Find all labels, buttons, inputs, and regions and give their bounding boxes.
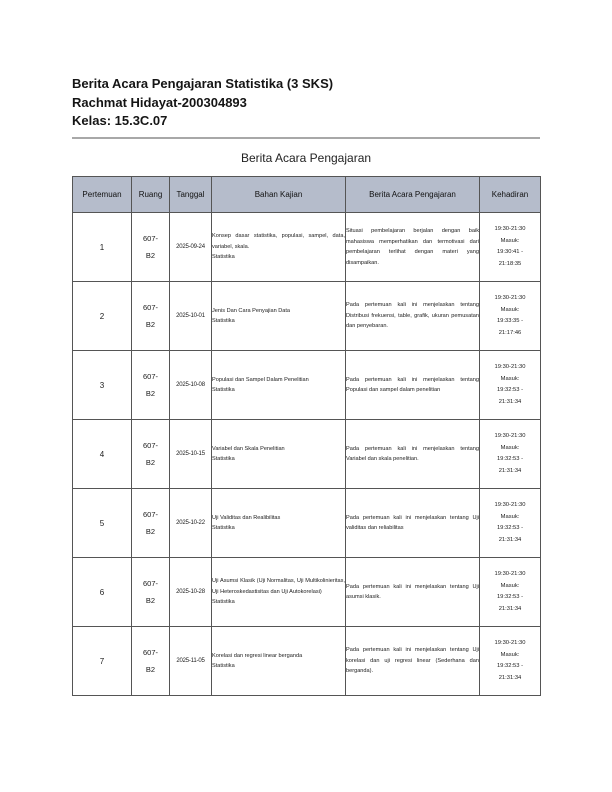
cell-kehadiran: 19:30-21:30 Masuk: 19:32:53 - 21:31:34 [480, 351, 541, 420]
cell-berita-acara: Situasi pembelajaran berjalan dengan baik mahasiswa memperhatikan dan termotivasi dari pembelajaran terlihat dengan materi yang disampaikan. [346, 213, 480, 282]
cell-bahan-kajian: Konsep dasar statistika, populasi, sampel, data, variabel, skala. Statistika [212, 213, 346, 282]
cell-bahan-kajian: Variabel dan Skala Penelitian Statistika [212, 420, 346, 489]
cell-berita-acara: Pada pertemuan kali ini menjelaskan tentang Variabel dan skala penelitian. [346, 420, 480, 489]
document-header [72, 75, 333, 131]
cell-bahan-kajian: Populasi dan Sampel Dalam Penelitian Statistika [212, 351, 346, 420]
cell-pertemuan: 4 [73, 420, 132, 489]
table-title: Berita Acara Pengajaran [240, 151, 372, 165]
table-row [73, 489, 541, 558]
cell-kehadiran: 19:30-21:30 Masuk: 19:32:53 - 21:31:34 [480, 420, 541, 489]
cell-tanggal: 2025-10-15 [170, 420, 212, 489]
cell-tanggal: 2025-10-08 [170, 351, 212, 420]
col-header-kehadiran: Kehadiran [480, 177, 541, 213]
cell-ruang: 607- B2 [132, 213, 170, 282]
cell-ruang: 607- B2 [132, 282, 170, 351]
cell-ruang: 607- B2 [132, 489, 170, 558]
cell-tanggal: 2025-10-01 [170, 282, 212, 351]
col-header-ruang: Ruang [132, 177, 170, 213]
cell-berita-acara: Pada pertemuan kali ini menjelaskan tentang Populasi dan sampel dalam penelitian [346, 351, 480, 420]
cell-pertemuan: 7 [73, 627, 132, 696]
cell-pertemuan: 5 [73, 489, 132, 558]
cell-pertemuan: 2 [73, 282, 132, 351]
cell-bahan-kajian: Korelasi dan regresi linear berganda Statistika [212, 627, 346, 696]
col-header-bahan-kajian: Bahan Kajian [212, 177, 346, 213]
cell-berita-acara: Pada pertemuan kali ini menjelaskan tentang Uji asumsi klasik. [346, 558, 480, 627]
col-header-berita-acara: Berita Acara Pengajaran [346, 177, 480, 213]
table-row [73, 558, 541, 627]
cell-berita-acara: Pada pertemuan kali ini menjelaskan tentang Uji korelasi dan uji regresi linear (Sederhana dan berganda). [346, 627, 480, 696]
cell-ruang: 607- B2 [132, 351, 170, 420]
cell-berita-acara: Pada pertemuan kali ini menjelaskan tentang Uji validitas dan reliabilitas [346, 489, 480, 558]
cell-tanggal: 2025-10-22 [170, 489, 212, 558]
table-row [73, 351, 541, 420]
cell-kehadiran: 19:30-21:30 Masuk: 19:30:41 - 21:18:35 [480, 213, 541, 282]
cell-tanggal: 2025-11-05 [170, 627, 212, 696]
col-header-pertemuan: Pertemuan [73, 177, 132, 213]
cell-bahan-kajian: Uji Validitas dan Realibilitas Statistika [212, 489, 346, 558]
cell-pertemuan: 6 [73, 558, 132, 627]
cell-tanggal: 2025-09-24 [170, 213, 212, 282]
document-title: Berita Acara Pengajaran Statistika (3 SKS) [72, 76, 334, 91]
cell-pertemuan: 1 [73, 213, 132, 282]
cell-kehadiran: 19:30-21:30 Masuk: 19:32:53 - 21:31:34 [480, 558, 541, 627]
cell-tanggal: 2025-10-28 [170, 558, 212, 627]
table-row [73, 282, 541, 351]
cell-ruang: 607- B2 [132, 420, 170, 489]
col-header-tanggal: Tanggal [170, 177, 212, 213]
cell-pertemuan: 3 [73, 351, 132, 420]
cell-ruang: 607- B2 [132, 627, 170, 696]
table-header-row [73, 177, 541, 213]
cell-bahan-kajian: Uji Asumsi Klasik (Uji Normalitas, Uji Multikolinieritas, Uji Heteroskedastisitas dan Uji Autokorelasi) Statistika [212, 558, 346, 627]
table-row [73, 420, 541, 489]
cell-bahan-kajian: Jenis Dan Cara Penyajian Data Statistika [212, 282, 346, 351]
cell-berita-acara: Pada pertemuan kali ini menjelaskan tentang Distribusi frekuensi, table, grafik, ukuran pemusatan dan penyebaran. [346, 282, 480, 351]
teaching-report-table [72, 176, 541, 696]
cell-kehadiran: 19:30-21:30 Masuk: 19:32:53 - 21:31:34 [480, 489, 541, 558]
cell-kehadiran: 19:30-21:30 Masuk: 19:32:53 - 21:31:34 [480, 627, 541, 696]
lecturer-name: Rachmat Hidayat-200304893 [72, 94, 247, 110]
cell-kehadiran: 19:30-21:30 Masuk: 19:33:35 - 21:17:46 [480, 282, 541, 351]
header-divider [72, 137, 540, 139]
table-row [73, 213, 541, 282]
class-label: Kelas: 15.3C.07 [72, 113, 168, 128]
cell-ruang: 607- B2 [132, 558, 170, 627]
table-row [73, 627, 541, 696]
